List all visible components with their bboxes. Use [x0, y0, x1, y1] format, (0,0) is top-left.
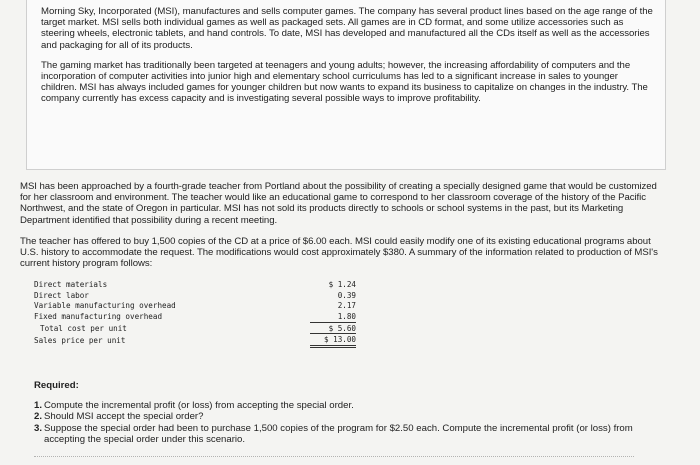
scenario-paragraph-2: The teacher has offered to buy 1,500 copies of the CD at a price of $6.00 each. MSI could easily modify one of its existing educational programs about U.S. history to accommodate the request. The modifications would cost approximately $380. A summary of the information related to production of MSI's current history program follows: — [20, 235, 658, 270]
required-list — [34, 400, 664, 445]
item-text: Suppose the special order had been to purchase 1,500 copies of the program for $2.50 each. Compute the incremental profit (or loss) from accepting the special order under this scenario. — [44, 422, 633, 445]
table-row — [34, 301, 356, 312]
row-label: Fixed manufacturing overhead — [34, 312, 163, 322]
list-item — [34, 411, 664, 422]
row-label: Sales price per unit — [34, 335, 126, 345]
row-label: Variable manufacturing overhead — [34, 301, 176, 311]
cost-summary-table — [34, 279, 356, 348]
table-row — [34, 290, 356, 301]
table-row — [34, 334, 356, 347]
table-row — [34, 322, 356, 334]
item-text: Compute the incremental profit (or loss) from accepting the special order. — [44, 400, 354, 412]
intro-paragraph-2: The gaming market has traditionally been targeted at teenagers and young adults; however, the increasing affordability of computers and the incorporation of computer activities into junior high and elementary school curriculums has led to a significant increase in sales to younger children. MSI has always included games for younger children but now wants to expand its business to capitalize on changes in the industry. The company currently has excess capacity and is investigating several possible ways to improve profitability. — [41, 59, 648, 105]
row-value: $ 13.00 — [310, 334, 356, 347]
list-item — [34, 400, 664, 411]
row-label: Total cost per unit — [40, 323, 127, 333]
required-section — [34, 380, 664, 445]
intro-text-box — [26, 0, 666, 170]
row-value: 0.39 — [337, 290, 356, 300]
row-value: $ 5.60 — [310, 322, 356, 334]
table-row — [34, 311, 356, 322]
list-item — [34, 423, 664, 445]
required-title: Required: — [34, 380, 79, 391]
item-number: 3. — [34, 422, 43, 434]
row-label: Direct materials — [34, 280, 108, 290]
item-number: 2. — [34, 411, 43, 423]
scenario-section — [20, 181, 670, 348]
row-value: 2.17 — [337, 301, 356, 311]
intro-paragraph-1: Morning Sky, Incorporated (MSI), manufactures and sells computer games. The company has several product lines based on the age range of the target market. MSI sells both individual games as well as packaged sets. All games are in CD format, and some utilize accessories such as steering wheels, electronic tablets, and hand controls. To date, MSI has developed and manufactured all the CDs itself as well as the accessories and packaging for all of its products. — [41, 6, 653, 51]
item-number: 1. — [34, 400, 43, 412]
scenario-paragraph-1: MSI has been approached by a fourth-grade teacher from Portland about the possibility of creating a specially designed game that would be customized for her classroom and environment. The teacher would like an educational game to correspond to her classroom coverage of the history of the Pacific Northwest, and the state of Oregon in particular. MSI has not sold its products directly to schools or school systems in the past, but its Marketing Department identified that possibility during a recent meeting. — [20, 181, 657, 226]
table-row — [34, 279, 356, 290]
row-value: $ 1.24 — [328, 280, 356, 290]
item-text: Should MSI accept the special order? — [44, 411, 204, 423]
row-label: Direct labor — [34, 290, 89, 300]
row-value: 1.80 — [310, 311, 356, 322]
